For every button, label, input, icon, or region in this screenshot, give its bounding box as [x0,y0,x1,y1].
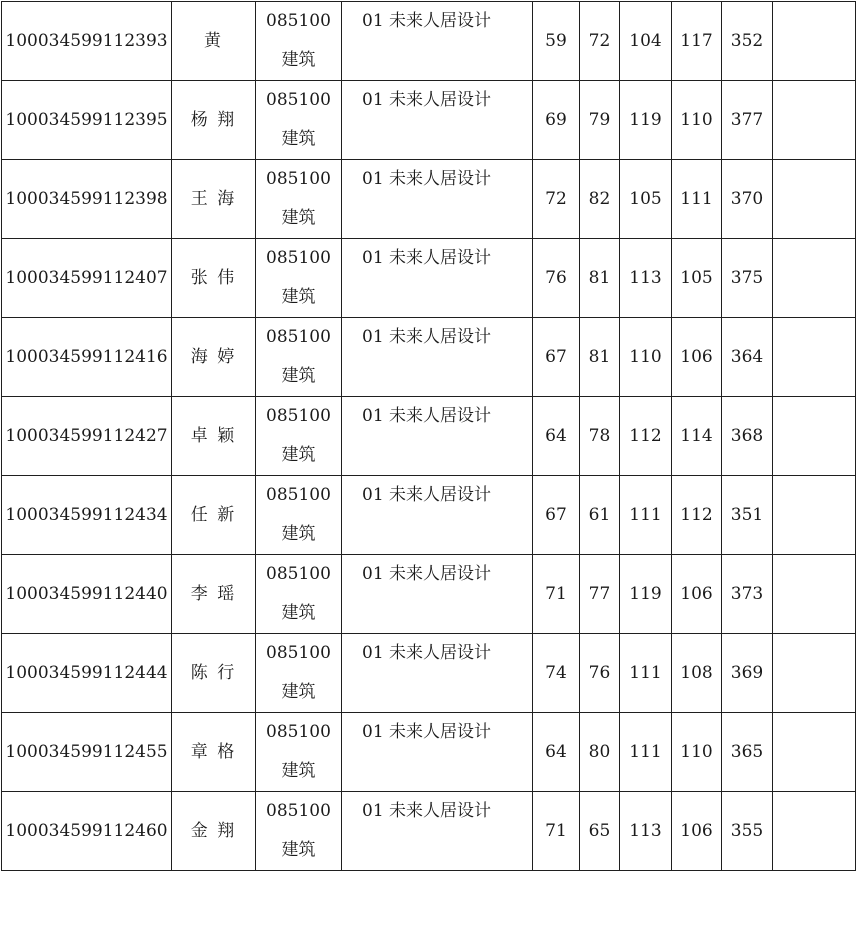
candidate-id-cell: 100034599112455 [2,713,172,792]
score-foreign-language-cell: 65 [580,792,620,871]
score-subject-one-cell: 110 [620,318,672,397]
major-code: 085100 [266,90,331,110]
score-subject-one-cell: 113 [620,239,672,318]
major-code: 085100 [266,11,331,31]
total-score-cell: 373 [722,555,773,634]
candidate-id-cell: 100034599112395 [2,81,172,160]
major-cell [256,397,342,476]
major-name: 建筑 [281,524,316,544]
score-subject-one-cell: 119 [620,81,672,160]
major-name: 建筑 [281,208,316,228]
score-politics-cell: 67 [533,476,580,555]
total-score-cell: 351 [722,476,773,555]
remarks-cell [773,160,856,239]
candidate-name-cell: 章 格 [172,713,256,792]
remarks-cell [773,318,856,397]
score-foreign-language-cell: 72 [580,2,620,81]
research-direction-cell: 01 未来人居设计 [342,81,533,160]
table-row [2,318,856,397]
remarks-cell [773,634,856,713]
score-politics-cell: 71 [533,792,580,871]
major-name: 建筑 [281,682,316,702]
score-subject-one-cell: 104 [620,2,672,81]
score-foreign-language-cell: 79 [580,81,620,160]
total-score-cell: 352 [722,2,773,81]
score-subject-two-cell: 105 [672,239,722,318]
candidate-name-cell: 杨 翔 [172,81,256,160]
table-row [2,397,856,476]
major-cell [256,634,342,713]
major-cell [256,476,342,555]
candidate-name-cell: 黄 [172,2,256,81]
major-name: 建筑 [281,840,316,860]
table-row [2,2,856,81]
candidate-id-cell: 100034599112398 [2,160,172,239]
candidate-id-cell: 100034599112427 [2,397,172,476]
score-politics-cell: 74 [533,634,580,713]
candidate-id-cell: 100034599112440 [2,555,172,634]
score-subject-one-cell: 113 [620,792,672,871]
score-politics-cell: 59 [533,2,580,81]
score-politics-cell: 67 [533,318,580,397]
research-direction-cell: 01 未来人居设计 [342,476,533,555]
total-score-cell: 365 [722,713,773,792]
major-name: 建筑 [281,129,316,149]
research-direction-cell: 01 未来人居设计 [342,160,533,239]
score-subject-one-cell: 111 [620,713,672,792]
score-subject-one-cell: 119 [620,555,672,634]
score-subject-two-cell: 112 [672,476,722,555]
score-subject-two-cell: 106 [672,555,722,634]
candidate-name-cell: 陈 行 [172,634,256,713]
score-subject-two-cell: 108 [672,634,722,713]
total-score-cell: 375 [722,239,773,318]
score-foreign-language-cell: 76 [580,634,620,713]
major-cell [256,713,342,792]
remarks-cell [773,713,856,792]
remarks-cell [773,239,856,318]
major-cell [256,555,342,634]
major-code: 085100 [266,643,331,663]
score-subject-two-cell: 111 [672,160,722,239]
table-row [2,160,856,239]
major-cell [256,160,342,239]
total-score-cell: 355 [722,792,773,871]
research-direction-cell: 01 未来人居设计 [342,239,533,318]
score-politics-cell: 64 [533,713,580,792]
candidate-id-cell: 100034599112460 [2,792,172,871]
major-code: 085100 [266,248,331,268]
major-cell [256,792,342,871]
table-row [2,713,856,792]
candidate-name-cell: 王 海 [172,160,256,239]
total-score-cell: 364 [722,318,773,397]
score-subject-two-cell: 110 [672,81,722,160]
score-subject-two-cell: 117 [672,2,722,81]
research-direction-cell: 01 未来人居设计 [342,397,533,476]
major-code: 085100 [266,169,331,189]
score-subject-two-cell: 114 [672,397,722,476]
score-subject-one-cell: 111 [620,634,672,713]
candidate-name-cell: 卓 颖 [172,397,256,476]
score-foreign-language-cell: 82 [580,160,620,239]
score-foreign-language-cell: 80 [580,713,620,792]
score-subject-two-cell: 110 [672,713,722,792]
candidate-id-cell: 100034599112434 [2,476,172,555]
score-subject-one-cell: 105 [620,160,672,239]
score-foreign-language-cell: 81 [580,239,620,318]
score-foreign-language-cell: 81 [580,318,620,397]
research-direction-cell: 01 未来人居设计 [342,2,533,81]
research-direction-cell: 01 未来人居设计 [342,792,533,871]
table-row [2,792,856,871]
major-name: 建筑 [281,50,316,70]
major-name: 建筑 [281,761,316,781]
total-score-cell: 370 [722,160,773,239]
remarks-cell [773,2,856,81]
major-code: 085100 [266,485,331,505]
score-foreign-language-cell: 78 [580,397,620,476]
remarks-cell [773,555,856,634]
candidate-name-cell: 金 翔 [172,792,256,871]
candidate-name-cell: 张 伟 [172,239,256,318]
remarks-cell [773,81,856,160]
table-row [2,239,856,318]
score-politics-cell: 69 [533,81,580,160]
major-name: 建筑 [281,287,316,307]
score-subject-one-cell: 111 [620,476,672,555]
research-direction-cell: 01 未来人居设计 [342,318,533,397]
total-score-cell: 377 [722,81,773,160]
research-direction-cell: 01 未来人居设计 [342,634,533,713]
score-subject-two-cell: 106 [672,792,722,871]
major-code: 085100 [266,564,331,584]
candidate-name-cell: 任 新 [172,476,256,555]
research-direction-cell: 01 未来人居设计 [342,713,533,792]
candidate-id-cell: 100034599112393 [2,2,172,81]
table-row [2,81,856,160]
candidate-name-cell: 海 婷 [172,318,256,397]
score-foreign-language-cell: 61 [580,476,620,555]
major-code: 085100 [266,801,331,821]
major-cell [256,2,342,81]
remarks-cell [773,397,856,476]
score-politics-cell: 72 [533,160,580,239]
score-subject-one-cell: 112 [620,397,672,476]
major-name: 建筑 [281,445,316,465]
total-score-cell: 369 [722,634,773,713]
candidate-id-cell: 100034599112416 [2,318,172,397]
research-direction-cell: 01 未来人居设计 [342,555,533,634]
major-code: 085100 [266,406,331,426]
score-politics-cell: 71 [533,555,580,634]
candidate-name-cell: 李 瑶 [172,555,256,634]
candidate-id-cell: 100034599112444 [2,634,172,713]
remarks-cell [773,476,856,555]
score-foreign-language-cell: 77 [580,555,620,634]
major-name: 建筑 [281,366,316,386]
major-cell [256,318,342,397]
table-row [2,634,856,713]
major-name: 建筑 [281,603,316,623]
admission-score-table [1,1,856,871]
remarks-cell [773,792,856,871]
major-cell [256,239,342,318]
major-cell [256,81,342,160]
table-row [2,476,856,555]
major-code: 085100 [266,327,331,347]
table-row [2,555,856,634]
total-score-cell: 368 [722,397,773,476]
table-body [2,2,856,871]
score-politics-cell: 76 [533,239,580,318]
major-code: 085100 [266,722,331,742]
score-subject-two-cell: 106 [672,318,722,397]
score-politics-cell: 64 [533,397,580,476]
candidate-id-cell: 100034599112407 [2,239,172,318]
